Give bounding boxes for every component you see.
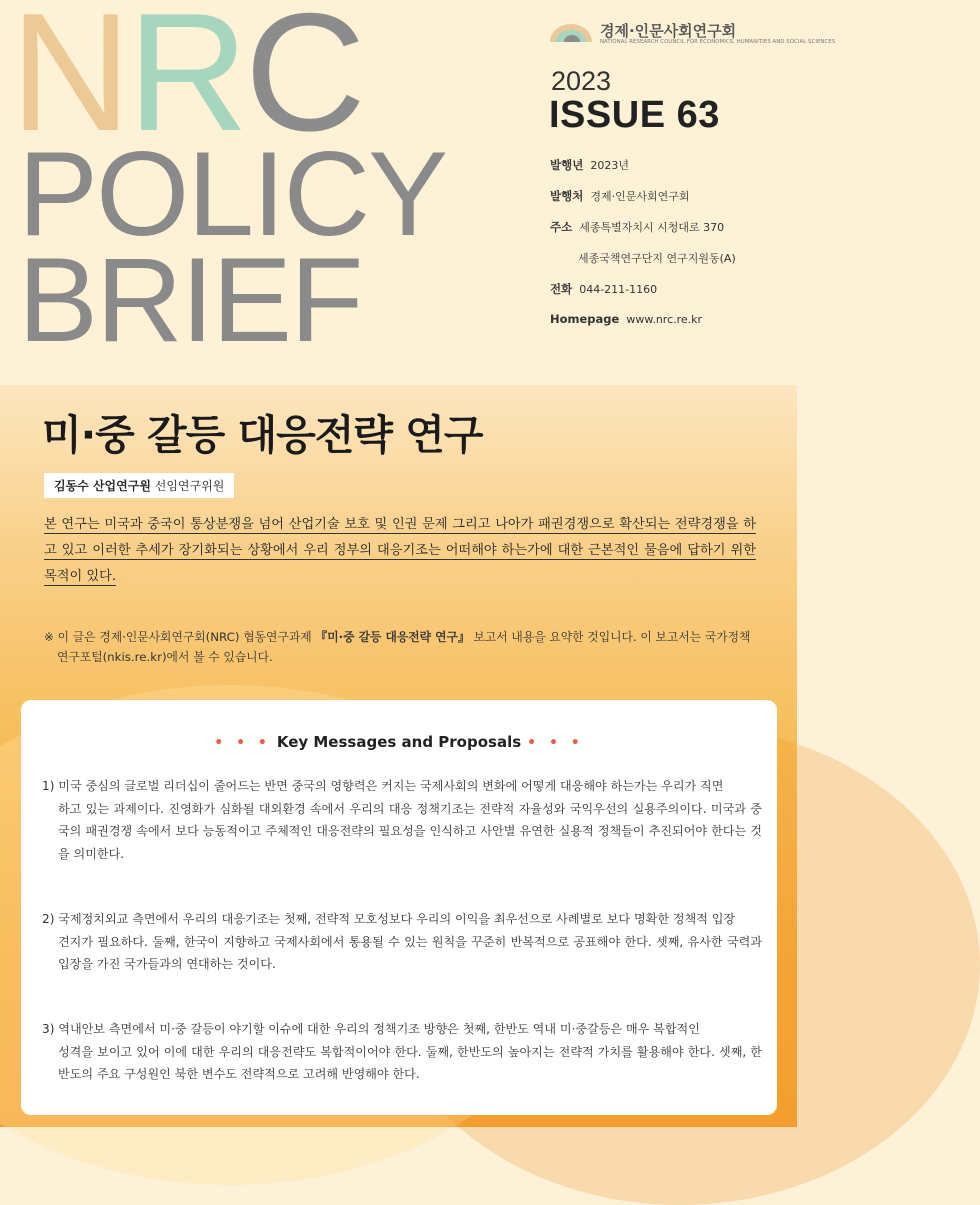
info-key: Homepage	[550, 312, 620, 326]
abstract-text: 본 연구는 미국과 중국이 통상분쟁을 넘어 산업기술 보호 및 인권 문제 그리고 나아가 패권경쟁으로 확산되는 전략경쟁을 하고 있고 이러한 추세가 장기화되는 상황에서 우리 정부의 대응기조는 어떠해야 하는가에 대한 근본적인 물음에 답하기 위한 목적이 있다.	[44, 517, 756, 584]
issue-year: 2023	[551, 66, 612, 96]
key-message-2	[42, 908, 762, 976]
message-first-line: 2) 국제정치외교 측면에서 우리의 대응기조는 첫째, 전략적 모호성보다 우리의 이익을 최우선으로 사례별로 보다 명확한 정책적 입장	[42, 912, 736, 926]
note-project-title: 『미·중 갈등 대응전략 연구』	[315, 630, 470, 644]
abstract	[44, 512, 756, 590]
info-value: 044-211-1160	[579, 283, 658, 296]
info-value: 세종특별자치시 시청대로 370	[579, 221, 725, 234]
message-first-line: 3) 역내안보 측면에서 미·중 갈등이 야기할 이슈에 대한 우리의 정책기조 방향은 첫째, 한반도 역내 미·중갈등은 매우 복합적인	[42, 1022, 700, 1036]
info-key: 전화	[550, 282, 573, 296]
brief-word: BRIEF	[18, 233, 362, 367]
info-value: 세종국책연구단지 연구지원동(A)	[578, 252, 736, 265]
info-value: 2023년	[590, 159, 629, 172]
letter-n: N	[10, 0, 128, 166]
info-row-homepage	[550, 312, 790, 343]
letter-c: C	[244, 0, 362, 166]
policy-word: POLICY	[18, 127, 447, 261]
issue-number: ISSUE 63	[549, 94, 720, 136]
author-role: 선임연구위원	[150, 479, 225, 493]
note-suffix: 보고서 내용을 요약한 것입니다. 이 보고서는 국가정책	[469, 630, 751, 644]
publication-info	[550, 157, 790, 343]
author-name: 김동수 산업연구원	[54, 479, 151, 493]
info-key: 발행처	[550, 189, 584, 203]
info-row-year	[550, 157, 790, 188]
dots-decoration: • • •	[214, 735, 271, 751]
dots-decoration: • • •	[527, 735, 584, 751]
message-body: 하고 있는 과제이다. 진영화가 심화될 대외환경 속에서 우리의 대응 정책기조는 전략적 자율성와 국익우선의 실용주의이다. 미국과 중국의 패권경쟁 속에서 보다 능동적이고 주체적인 대응전략의 필요성을 인식하고 사안별 유연한 실용적 정책들이 추진되어야 한다는 것을 의미한다.	[58, 801, 762, 861]
info-value: 경제·인문사회연구회	[590, 190, 690, 203]
message-first-line: 1) 미국 중심의 글로벌 리더십이 줄어드는 반면 중국의 영향력은 커지는 국제사회의 변화에 어떻게 대응해야 하는가는 우리가 직면	[42, 779, 724, 793]
org-name: 경제·인문사회연구회	[600, 22, 737, 40]
message-body: 성격을 보이고 있어 이에 대한 우리의 대응전략도 복합적이어야 한다. 둘째, 한반도의 높아지는 전략적 가치를 활용해야 한다. 셋째, 한반도의 주요 구성원인 북한 변수도 전략적으로 고려해 반영해야 한다.	[58, 1044, 762, 1081]
info-key: 발행년	[550, 158, 584, 172]
note-prefix: ※ 이 글은 경제·인문사회연구회(NRC) 협동연구과제	[44, 630, 316, 644]
source-note	[44, 627, 759, 667]
nrc-logo	[548, 20, 836, 50]
author-badge	[44, 473, 234, 498]
info-row-publisher	[550, 188, 790, 219]
letter-r: R	[127, 0, 245, 166]
key-message-3	[42, 1018, 762, 1086]
message-body: 견지가 필요하다. 둘째, 한국이 지향하고 국제사회에서 통용될 수 있는 원칙을 꾸준히 반복적으로 공표해야 한다. 셋째, 유사한 국력과 입장을 가진 국가들과의 연대하는 것이다.	[58, 934, 762, 971]
key-message-1	[42, 775, 762, 865]
note-line-2: 연구포털(nkis.re.kr)에서 볼 수 있습니다.	[57, 650, 273, 664]
homepage-link[interactable]: www.nrc.re.kr	[626, 313, 703, 326]
nrc-logo-icon	[548, 22, 594, 48]
org-name-english: NATIONAL RESEARCH COUNCIL FOR ECONOMICS, HUMANITIES AND SOCIAL SCIENCES	[600, 39, 836, 45]
info-key: 주소	[550, 220, 573, 234]
page-title: 미·중 갈등 대응전략 연구	[42, 411, 483, 459]
info-row-phone	[550, 281, 790, 312]
key-messages-heading	[21, 733, 777, 751]
key-messages-card	[21, 700, 777, 1115]
key-messages-title: Key Messages and Proposals	[276, 733, 522, 751]
info-row-address	[550, 219, 790, 250]
info-row-address-2	[550, 250, 790, 281]
